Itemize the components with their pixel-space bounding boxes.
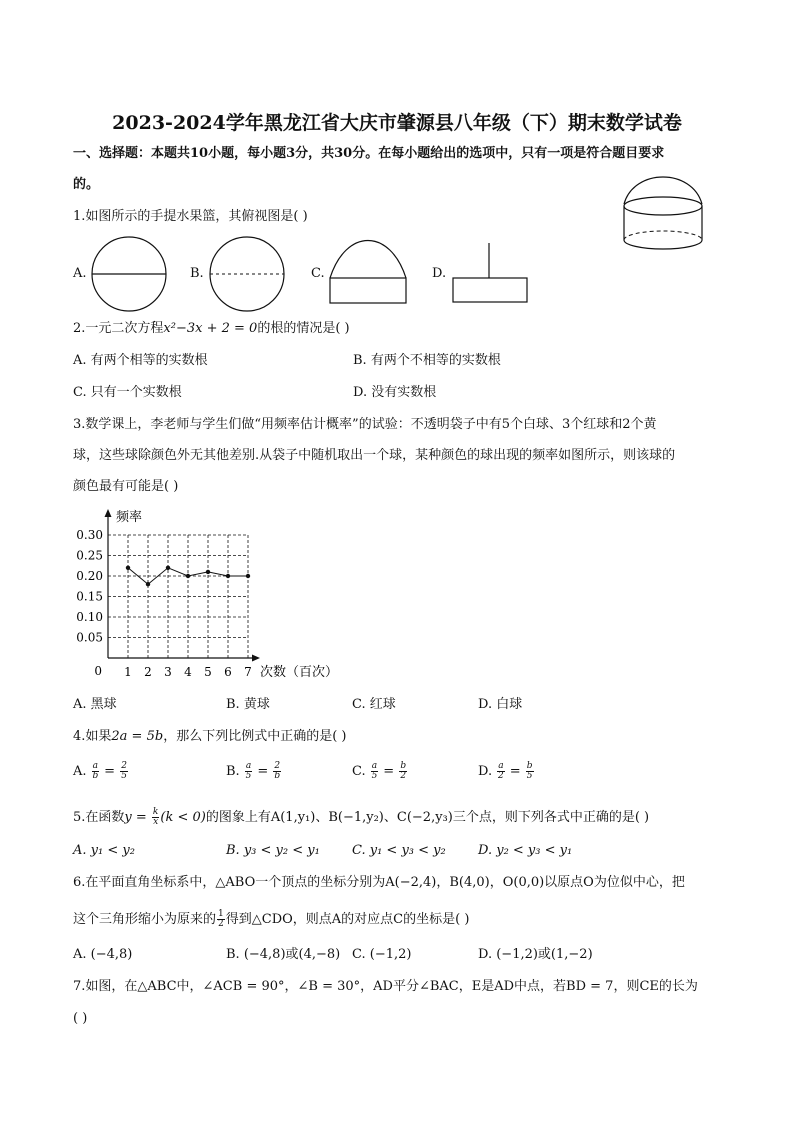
q5-func-den: x bbox=[153, 817, 159, 827]
x-tick-label: 4 bbox=[184, 665, 192, 679]
q5-stem bbox=[73, 808, 649, 827]
q1-option-a-figure bbox=[90, 235, 168, 313]
q2-stem bbox=[73, 322, 350, 335]
q4-b-left-num: a bbox=[245, 761, 252, 771]
q2-equation: x²−3x + 2 = 0 bbox=[163, 321, 258, 336]
q6-frac-den: 2 bbox=[218, 919, 224, 929]
x-tick-label: 2 bbox=[144, 665, 152, 679]
x-axis-arrow bbox=[252, 655, 260, 662]
origin-label: 0 bbox=[94, 664, 102, 678]
y-tick-label: 0.30 bbox=[76, 528, 103, 542]
q6-line2 bbox=[73, 910, 469, 929]
q4-a-right-den: 5 bbox=[121, 771, 127, 781]
q2-option-c: C. 只有一个实数根 bbox=[73, 385, 182, 400]
y-axis-label: 频率 bbox=[116, 510, 143, 525]
q4-b-right-den: b bbox=[274, 771, 281, 781]
q4-stem bbox=[73, 730, 346, 743]
x-tick-label: 6 bbox=[224, 665, 232, 679]
q5-option-d: D. y₂ < y₃ < y₁ bbox=[478, 843, 573, 858]
data-point bbox=[226, 574, 230, 578]
q3-option-d: D. 白球 bbox=[478, 697, 523, 712]
q3-option-a: A. 黑球 bbox=[73, 697, 117, 712]
q4-d-left-den: 2 bbox=[498, 771, 504, 781]
q6-line1: 6.在平面直角坐标系中，△ABO一个顶点的坐标分别为A(−2,4)，B(4,0)，O(0,0)以原点O为位似中心，把 bbox=[73, 875, 685, 890]
q4-option-c: C. $\frac{a}{5}$ = $\frac{b}{2}$ bbox=[352, 761, 407, 781]
q2-option-a: A. 有两个相等的实数根 bbox=[73, 353, 208, 368]
x-tick-label: 3 bbox=[164, 665, 172, 679]
q3-option-c: C. 红球 bbox=[352, 697, 396, 712]
data-point bbox=[246, 574, 250, 578]
x-tick-label: 1 bbox=[124, 665, 132, 679]
q4-option-a-label: A. bbox=[73, 764, 87, 779]
q4-option-d: D. $\frac{a}{2}$ = $\frac{b}{5}$ bbox=[478, 761, 533, 781]
fruit-basket-figure bbox=[620, 174, 706, 256]
data-point bbox=[206, 570, 210, 574]
y-tick-label: 0.05 bbox=[76, 630, 103, 645]
q5-option-b: B. y₃ < y₂ < y₁ bbox=[226, 843, 320, 858]
q4-d-left-num: a bbox=[498, 761, 504, 771]
q1-option-c-label: C. bbox=[311, 266, 325, 281]
q4-a-left-num: a bbox=[92, 761, 99, 771]
q4-c-left-num: a bbox=[371, 761, 378, 771]
y-tick-label: 0.10 bbox=[76, 610, 103, 624]
x-tick-label: 7 bbox=[244, 665, 252, 679]
data-point bbox=[146, 582, 150, 586]
frequency-chart bbox=[60, 505, 350, 685]
q5-func-num: k bbox=[152, 807, 159, 817]
q6-frac-num: 1 bbox=[218, 909, 224, 919]
q1-option-b-figure bbox=[208, 235, 286, 313]
x-tick-label: 5 bbox=[204, 665, 212, 679]
y-tick-label: 0.20 bbox=[76, 569, 103, 583]
q5-option-c: C. y₁ < y₃ < y₂ bbox=[352, 843, 446, 858]
q5-stem-prefix: 5.在函数 bbox=[73, 810, 125, 825]
q6-option-b: B. (−4,8)或(4,−8) bbox=[226, 947, 341, 962]
section-heading-line2: 的。 bbox=[73, 177, 100, 192]
q4-b-left-den: 5 bbox=[245, 771, 252, 781]
data-point bbox=[186, 574, 190, 578]
q4-c-left-den: 5 bbox=[371, 771, 378, 781]
q4-c-right-num: b bbox=[400, 761, 407, 771]
q4-equation: 2a = 5b bbox=[111, 729, 164, 744]
q2-stem-prefix: 2.一元二次方程 bbox=[73, 321, 164, 336]
y-tick-label: 0.25 bbox=[76, 548, 103, 563]
q6-line2-prefix: 这个三角形缩小为原来的 bbox=[73, 912, 217, 927]
q4-c-right-den: 2 bbox=[400, 771, 407, 781]
q1-option-c-figure bbox=[328, 240, 408, 306]
section-heading-line1: 一、选择题：本题共10小题，每小题3分，共30分。在每小题给出的选项中，只有一项是符合题目要求 bbox=[73, 146, 665, 161]
q4-option-b-label: B. bbox=[226, 764, 240, 779]
q4-option-c-label: C. bbox=[352, 764, 366, 779]
q4-a-right-num: 2 bbox=[121, 761, 127, 771]
q4-option-d-label: D. bbox=[478, 764, 493, 779]
q2-option-b: B. 有两个不相等的实数根 bbox=[353, 353, 501, 368]
q1-option-d-figure bbox=[452, 242, 530, 306]
q3-line3: 颜色最有可能是( ) bbox=[73, 479, 179, 494]
q4-d-right-den: 5 bbox=[526, 771, 533, 781]
q5-func-lhs: y = bbox=[124, 810, 151, 825]
q6-option-a: A. (−4,8) bbox=[73, 947, 133, 962]
q2-option-d: D. 没有实数根 bbox=[353, 385, 437, 400]
data-point bbox=[166, 566, 170, 570]
x-axis-label: 次数（百次） bbox=[260, 665, 339, 680]
exam-title: 2023-2024学年黑龙江省大庆市肇源县八年级（下）期末数学试卷 bbox=[112, 112, 682, 134]
q3-line2: 球，这些球除颜色外无其他差别.从袋子中随机取出一个球，某种颜色的球出现的频率如图所示，则该球的 bbox=[73, 448, 676, 463]
q1-option-a-label: A. bbox=[73, 266, 87, 281]
q4-option-b: B. $\frac{a}{5}$ = $\frac{2}{b}$ bbox=[226, 761, 281, 781]
q1-option-b-label: B. bbox=[190, 266, 204, 281]
q3-line1: 3.数学课上，李老师与学生们做“用频率估计概率”的试验：不透明袋子中有5个白球、3个红球和2个黄 bbox=[73, 417, 657, 432]
y-tick-label: 0.15 bbox=[76, 589, 103, 604]
q4-a-left-den: b bbox=[92, 771, 99, 781]
data-point bbox=[126, 566, 130, 570]
q7-line2: ( ) bbox=[73, 1011, 88, 1026]
q1-option-d-label: D. bbox=[432, 266, 447, 281]
q5-option-a: A. y₁ < y₂ bbox=[73, 843, 135, 858]
q6-option-d: D. (−1,2)或(1,−2) bbox=[478, 947, 593, 962]
q4-d-right-num: b bbox=[526, 761, 533, 771]
q7-line1: 7.如图，在△ABC中，∠ACB = 90°，∠B = 30°，AD平分∠BAC，E是AD中点，若BD = 7，则CE的长为 bbox=[73, 979, 698, 994]
q3-option-b: B. 黄球 bbox=[226, 697, 270, 712]
q2-stem-suffix: 的根的情况是( ) bbox=[257, 321, 350, 336]
q4-b-right-num: 2 bbox=[274, 761, 281, 771]
q4-stem-suffix: ，那么下列比例式中正确的是( ) bbox=[163, 729, 347, 744]
q4-option-a: A. $\frac{a}{b}$ = $\frac{2}{5}$ bbox=[73, 761, 127, 781]
q6-option-c: C. (−1,2) bbox=[352, 947, 412, 962]
q5-stem-suffix: 的图象上有A(1,y₁)、B(−1,y₂)、C(−2,y₃)三个点，则下列各式中正确的是( ) bbox=[205, 810, 650, 825]
q5-func-cond: (k < 0) bbox=[160, 810, 206, 825]
q6-line2-suffix: 得到△CDO，则点A的对应点C的坐标是( ) bbox=[225, 912, 470, 927]
q1-stem: 1.如图所示的手提水果篮，其俯视图是( ) bbox=[73, 209, 308, 224]
q4-stem-prefix: 4.如果 bbox=[73, 729, 112, 744]
y-axis-arrow bbox=[105, 509, 112, 517]
